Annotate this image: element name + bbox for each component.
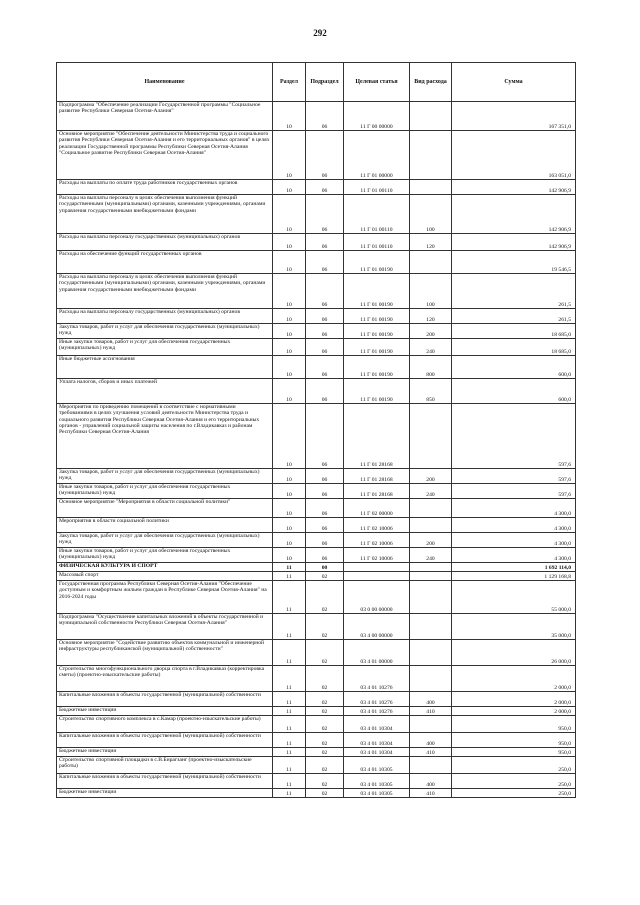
cell-target: 03 4 01 00000 xyxy=(344,640,410,666)
cell-section: 10 xyxy=(273,309,306,324)
cell-subsection: 02 xyxy=(306,716,344,733)
cell-expense-type: 100 xyxy=(410,195,452,234)
cell-subsection: 02 xyxy=(306,692,344,707)
cell-target: 11 Г 01 00190 xyxy=(344,339,410,356)
table-row xyxy=(57,251,576,274)
table-row xyxy=(57,274,576,309)
cell-target: 03 4 01 10276 xyxy=(344,692,410,707)
table-row xyxy=(57,234,576,251)
table-row xyxy=(57,640,576,666)
cell-subsection: 02 xyxy=(306,640,344,666)
cell-name: Расходы на выплаты по оплате труда работников государственных органов xyxy=(57,180,273,195)
cell-name: Бюджетные инвестиции xyxy=(57,789,273,798)
cell-section: 10 xyxy=(273,180,306,195)
cell-amount: 142 906,9 xyxy=(452,234,576,251)
cell-amount: 167 351,0 xyxy=(452,102,576,131)
cell-target: 11 Г 02 10006 xyxy=(344,548,410,563)
table-row xyxy=(57,518,576,533)
cell-subsection: 06 xyxy=(306,195,344,234)
cell-target xyxy=(344,563,410,572)
cell-expense-type xyxy=(410,581,452,614)
cell-section: 10 xyxy=(273,533,306,548)
cell-name: Расходы на обеспечение функций государственных органов xyxy=(57,251,273,274)
table-row xyxy=(57,339,576,356)
cell-expense-type: 400 xyxy=(410,733,452,748)
cell-expense-type: 120 xyxy=(410,234,452,251)
cell-expense-type: 400 xyxy=(410,774,452,789)
table-row xyxy=(57,484,576,499)
cell-subsection: 02 xyxy=(306,614,344,640)
cell-target: 11 Г 01 00190 xyxy=(344,274,410,309)
cell-expense-type xyxy=(410,716,452,733)
cell-section: 10 xyxy=(273,518,306,533)
cell-target xyxy=(344,572,410,581)
table-row xyxy=(57,195,576,234)
cell-subsection: 06 xyxy=(306,404,344,469)
cell-expense-type xyxy=(410,518,452,533)
cell-target: 03 4 01 10304 xyxy=(344,716,410,733)
cell-section: 11 xyxy=(273,748,306,757)
cell-target: 11 Г 01 00190 xyxy=(344,356,410,379)
cell-name: Подпрограмма "Обеспечение реализации Государственной программы "Социальное развитие Республики Северная Осетия-Алания" xyxy=(57,102,273,131)
budget-table xyxy=(56,62,576,798)
cell-section: 11 xyxy=(273,640,306,666)
cell-target: 11 Г 01 00190 xyxy=(344,324,410,339)
table-body xyxy=(57,102,576,798)
cell-section: 10 xyxy=(273,251,306,274)
cell-name: Иные закупки товаров, работ и услуг для обеспечения государственных (муниципальных) нужд xyxy=(57,339,273,356)
cell-amount: 1 692 114,0 xyxy=(452,563,576,572)
cell-name: Иные бюджетные ассигнования xyxy=(57,356,273,379)
cell-section: 11 xyxy=(273,666,306,692)
cell-section: 11 xyxy=(273,716,306,733)
table-row xyxy=(57,548,576,563)
cell-subsection: 06 xyxy=(306,102,344,131)
cell-name: Строительство спортивного комплекса в с.Камар (проектно-изыскательские работы) xyxy=(57,716,273,733)
cell-subsection: 02 xyxy=(306,666,344,692)
header-subsection: Подраздел xyxy=(306,63,344,102)
cell-section: 10 xyxy=(273,234,306,251)
cell-target: 11 Г 00 00000 xyxy=(344,102,410,131)
page-number: 292 xyxy=(313,28,327,38)
cell-section: 11 xyxy=(273,581,306,614)
cell-section: 11 xyxy=(273,774,306,789)
table-row xyxy=(57,757,576,774)
cell-name: Подпрограмма "Осуществление капитальных вложений в объекты государственной и муниципальной собственности Республики Северная Осетия-Алания" xyxy=(57,614,273,640)
cell-subsection: 02 xyxy=(306,789,344,798)
cell-target: 11 Г 01 28168 xyxy=(344,469,410,484)
header-section: Раздел xyxy=(273,63,306,102)
header-target: Целевая статья xyxy=(344,63,410,102)
cell-section: 11 xyxy=(273,572,306,581)
cell-expense-type xyxy=(410,404,452,469)
cell-expense-type xyxy=(410,563,452,572)
cell-expense-type: 100 xyxy=(410,274,452,309)
cell-section: 11 xyxy=(273,707,306,716)
cell-target: 03 4 01 10276 xyxy=(344,707,410,716)
cell-subsection: 06 xyxy=(306,469,344,484)
table-row xyxy=(57,748,576,757)
cell-expense-type xyxy=(410,251,452,274)
cell-section: 11 xyxy=(273,563,306,572)
cell-expense-type xyxy=(410,131,452,180)
cell-target: 11 Г 01 00190 xyxy=(344,251,410,274)
cell-section: 10 xyxy=(273,195,306,234)
cell-target: 11 Г 01 00190 xyxy=(344,379,410,404)
cell-amount: 597,6 xyxy=(452,469,576,484)
cell-name: Закупка товаров, работ и услуг для обеспечения государственных (муниципальных) нужд xyxy=(57,469,273,484)
cell-expense-type: 410 xyxy=(410,789,452,798)
cell-name: Строительство спортивной площадки в с.В.Бирагзанг (проектно-изыскательские работы) xyxy=(57,757,273,774)
cell-expense-type: 240 xyxy=(410,548,452,563)
table-row xyxy=(57,666,576,692)
cell-amount: 250,0 xyxy=(452,789,576,798)
table-row xyxy=(57,692,576,707)
cell-expense-type xyxy=(410,102,452,131)
cell-section: 11 xyxy=(273,692,306,707)
cell-expense-type: 120 xyxy=(410,309,452,324)
cell-expense-type: 200 xyxy=(410,324,452,339)
cell-amount: 250,0 xyxy=(452,757,576,774)
cell-section: 10 xyxy=(273,324,306,339)
cell-section: 10 xyxy=(273,499,306,518)
cell-target: 11 Г 02 10006 xyxy=(344,518,410,533)
cell-subsection: 06 xyxy=(306,309,344,324)
cell-section: 11 xyxy=(273,733,306,748)
cell-amount: 250,0 xyxy=(452,774,576,789)
cell-target: 03 4 01 10305 xyxy=(344,789,410,798)
cell-amount: 142 906,9 xyxy=(452,195,576,234)
header-expense-type: Вид расхода xyxy=(410,63,452,102)
table-row xyxy=(57,102,576,131)
cell-target: 11 Г 01 28168 xyxy=(344,484,410,499)
cell-name: ФИЗИЧЕСКАЯ КУЛЬТУРА И СПОРТ xyxy=(57,563,273,572)
cell-amount: 2 000,0 xyxy=(452,666,576,692)
cell-expense-type: 400 xyxy=(410,692,452,707)
cell-section: 10 xyxy=(273,102,306,131)
cell-section: 10 xyxy=(273,484,306,499)
cell-target: 11 Г 01 00000 xyxy=(344,131,410,180)
table-row xyxy=(57,180,576,195)
cell-name: Основное мероприятие "Обеспечение деятельности Министерства труда и социального развития Республики Северная Осетия-Алания и его территориальных органов" в целях реализации Государственной программы Республики Северная Осетия-Алания "Социальное развитие Республики Северная Осетия-Алания" xyxy=(57,131,273,180)
cell-amount: 597,6 xyxy=(452,484,576,499)
table-row xyxy=(57,131,576,180)
cell-expense-type: 240 xyxy=(410,339,452,356)
cell-subsection: 02 xyxy=(306,748,344,757)
cell-subsection: 06 xyxy=(306,324,344,339)
cell-name: Расходы на выплаты персоналу в целях обеспечения выполнения функций государственными (муниципальными) органами, казенными учреждениями, органами управления государственными внебюджетными фондами xyxy=(57,274,273,309)
cell-name: Расходы на выплаты персоналу государственных (муниципальных) органов xyxy=(57,309,273,324)
cell-target: 11 Г 01 00110 xyxy=(344,180,410,195)
cell-subsection: 06 xyxy=(306,356,344,379)
cell-amount: 950,0 xyxy=(452,748,576,757)
cell-subsection: 02 xyxy=(306,774,344,789)
cell-name: Строительство многофункционального дворца спорта в г.Владикавказ (корректировка сметы) (проектно-изыскательские работы) xyxy=(57,666,273,692)
cell-expense-type xyxy=(410,614,452,640)
cell-expense-type xyxy=(410,572,452,581)
table-row xyxy=(57,533,576,548)
cell-section: 10 xyxy=(273,379,306,404)
cell-amount: 142 906,9 xyxy=(452,180,576,195)
table-row xyxy=(57,469,576,484)
cell-amount: 950,0 xyxy=(452,733,576,748)
cell-expense-type: 200 xyxy=(410,469,452,484)
cell-expense-type: 850 xyxy=(410,379,452,404)
cell-target: 11 Г 01 28168 xyxy=(344,404,410,469)
cell-section: 10 xyxy=(273,356,306,379)
cell-amount: 261,5 xyxy=(452,274,576,309)
cell-target: 11 Г 01 00110 xyxy=(344,234,410,251)
cell-amount: 18 685,0 xyxy=(452,324,576,339)
cell-subsection: 06 xyxy=(306,180,344,195)
cell-name: Уплата налогов, сборов и иных платежей xyxy=(57,379,273,404)
table-row xyxy=(57,572,576,581)
cell-subsection: 06 xyxy=(306,251,344,274)
header-amount: Сумма xyxy=(452,63,576,102)
cell-target: 03 4 00 00000 xyxy=(344,614,410,640)
cell-name: Иные закупки товаров, работ и услуг для обеспечения государственных (муниципальных) нужд xyxy=(57,484,273,499)
cell-amount: 2 000,0 xyxy=(452,707,576,716)
cell-expense-type xyxy=(410,499,452,518)
cell-subsection: 06 xyxy=(306,499,344,518)
cell-target: 11 Г 01 00110 xyxy=(344,195,410,234)
cell-name: Капитальные вложения в объекты государственной (муниципальной) собственности xyxy=(57,774,273,789)
cell-name: Закупка товаров, работ и услуг для обеспечения государственных (муниципальных) нужд xyxy=(57,533,273,548)
cell-amount: 1 129 168,8 xyxy=(452,572,576,581)
cell-name: Бюджетные инвестиции xyxy=(57,707,273,716)
cell-section: 10 xyxy=(273,339,306,356)
cell-amount: 261,5 xyxy=(452,309,576,324)
cell-amount: 597,6 xyxy=(452,404,576,469)
cell-amount: 600,0 xyxy=(452,356,576,379)
cell-subsection: 00 xyxy=(306,563,344,572)
cell-target: 11 Г 02 00000 xyxy=(344,499,410,518)
cell-target: 03 4 01 10305 xyxy=(344,774,410,789)
table-row xyxy=(57,707,576,716)
cell-name: Основное мероприятие "Содействие развитию объектов коммунальной и инженерной инфраструктуры республиканской (муниципальной) собственности" xyxy=(57,640,273,666)
cell-target: 03 4 01 10276 xyxy=(344,666,410,692)
cell-name: Расходы на выплаты персоналу государственных (муниципальных) органов xyxy=(57,234,273,251)
cell-amount: 4 300,0 xyxy=(452,548,576,563)
cell-amount: 4 300,0 xyxy=(452,499,576,518)
cell-amount: 55 000,0 xyxy=(452,581,576,614)
cell-section: 11 xyxy=(273,789,306,798)
table-header-row xyxy=(57,63,576,102)
cell-target: 03 4 01 10305 xyxy=(344,757,410,774)
cell-target: 11 Г 02 10006 xyxy=(344,533,410,548)
cell-name: Расходы на выплаты персоналу в целях обеспечения выполнения функций государственными (муниципальными) органами, казенными учреждениями, органами управления государственными внебюджетными фондами xyxy=(57,195,273,234)
cell-section: 10 xyxy=(273,548,306,563)
cell-name: Мероприятия по приведению помещений в соответствие с нормативными требованиями в целях улучшения условий деятельности Министерства труда и социального развития Республики Северная Осетия-Алания и его территориальных органов - управлений социальной защиты населения по г.Владикавказ и районам Республики Северная Осетия-Алания xyxy=(57,404,273,469)
cell-subsection: 06 xyxy=(306,339,344,356)
cell-subsection: 02 xyxy=(306,757,344,774)
table-row xyxy=(57,614,576,640)
cell-name: Бюджетные инвестиции xyxy=(57,748,273,757)
cell-section: 11 xyxy=(273,614,306,640)
cell-section: 11 xyxy=(273,757,306,774)
cell-expense-type: 410 xyxy=(410,707,452,716)
table-row xyxy=(57,563,576,572)
cell-target: 03 4 01 10304 xyxy=(344,733,410,748)
cell-name: Мероприятия в области социальной политики xyxy=(57,518,273,533)
table-row xyxy=(57,309,576,324)
cell-section: 10 xyxy=(273,131,306,180)
table-row xyxy=(57,774,576,789)
cell-expense-type: 240 xyxy=(410,484,452,499)
cell-name: Закупка товаров, работ и услуг для обеспечения государственных (муниципальных) нужд xyxy=(57,324,273,339)
cell-name: Капитальные вложения в объекты государственной (муниципальной) собственности xyxy=(57,692,273,707)
table-row xyxy=(57,379,576,404)
cell-subsection: 02 xyxy=(306,581,344,614)
cell-target: 11 Г 01 00190 xyxy=(344,309,410,324)
cell-expense-type xyxy=(410,666,452,692)
cell-subsection: 06 xyxy=(306,379,344,404)
table-row xyxy=(57,733,576,748)
cell-expense-type xyxy=(410,640,452,666)
table-row xyxy=(57,499,576,518)
cell-name: Основное мероприятие "Мероприятия в области социальной политики" xyxy=(57,499,273,518)
cell-subsection: 06 xyxy=(306,484,344,499)
cell-amount: 18 685,0 xyxy=(452,339,576,356)
cell-target: 03 0 00 00000 xyxy=(344,581,410,614)
cell-amount: 4 300,0 xyxy=(452,533,576,548)
cell-section: 10 xyxy=(273,274,306,309)
table-row xyxy=(57,581,576,614)
table-row xyxy=(57,324,576,339)
cell-subsection: 02 xyxy=(306,572,344,581)
cell-subsection: 02 xyxy=(306,733,344,748)
cell-name: Иные закупки товаров, работ и услуг для обеспечения государственных (муниципальных) нужд xyxy=(57,548,273,563)
cell-amount: 163 051,0 xyxy=(452,131,576,180)
cell-amount: 2 000,0 xyxy=(452,692,576,707)
table-row xyxy=(57,404,576,469)
cell-amount: 26 000,0 xyxy=(452,640,576,666)
cell-expense-type: 410 xyxy=(410,748,452,757)
cell-section: 10 xyxy=(273,404,306,469)
cell-amount: 4 300,0 xyxy=(452,518,576,533)
cell-expense-type xyxy=(410,757,452,774)
table-row xyxy=(57,716,576,733)
cell-amount: 600,0 xyxy=(452,379,576,404)
cell-subsection: 06 xyxy=(306,274,344,309)
cell-amount: 950,0 xyxy=(452,716,576,733)
cell-amount: 19 546,5 xyxy=(452,251,576,274)
header-name: Наименование xyxy=(57,63,273,102)
cell-section: 10 xyxy=(273,469,306,484)
cell-expense-type: 800 xyxy=(410,356,452,379)
table-row xyxy=(57,356,576,379)
cell-amount: 35 000,0 xyxy=(452,614,576,640)
cell-expense-type: 200 xyxy=(410,533,452,548)
cell-subsection: 06 xyxy=(306,131,344,180)
cell-target: 03 4 01 10304 xyxy=(344,748,410,757)
cell-subsection: 06 xyxy=(306,548,344,563)
cell-subsection: 02 xyxy=(306,707,344,716)
cell-name: Государственная программа Республики Северная Осетия-Алания "Обеспечение доступным и комфортным жильем граждан в Республике Северная Осетия-Алания" на 2016-2024 годы xyxy=(57,581,273,614)
table-row xyxy=(57,789,576,798)
cell-subsection: 06 xyxy=(306,533,344,548)
cell-subsection: 06 xyxy=(306,234,344,251)
cell-name: Капитальные вложения в объекты государственной (муниципальной) собственности xyxy=(57,733,273,748)
cell-name: Массовый спорт xyxy=(57,572,273,581)
cell-subsection: 06 xyxy=(306,518,344,533)
cell-expense-type xyxy=(410,180,452,195)
